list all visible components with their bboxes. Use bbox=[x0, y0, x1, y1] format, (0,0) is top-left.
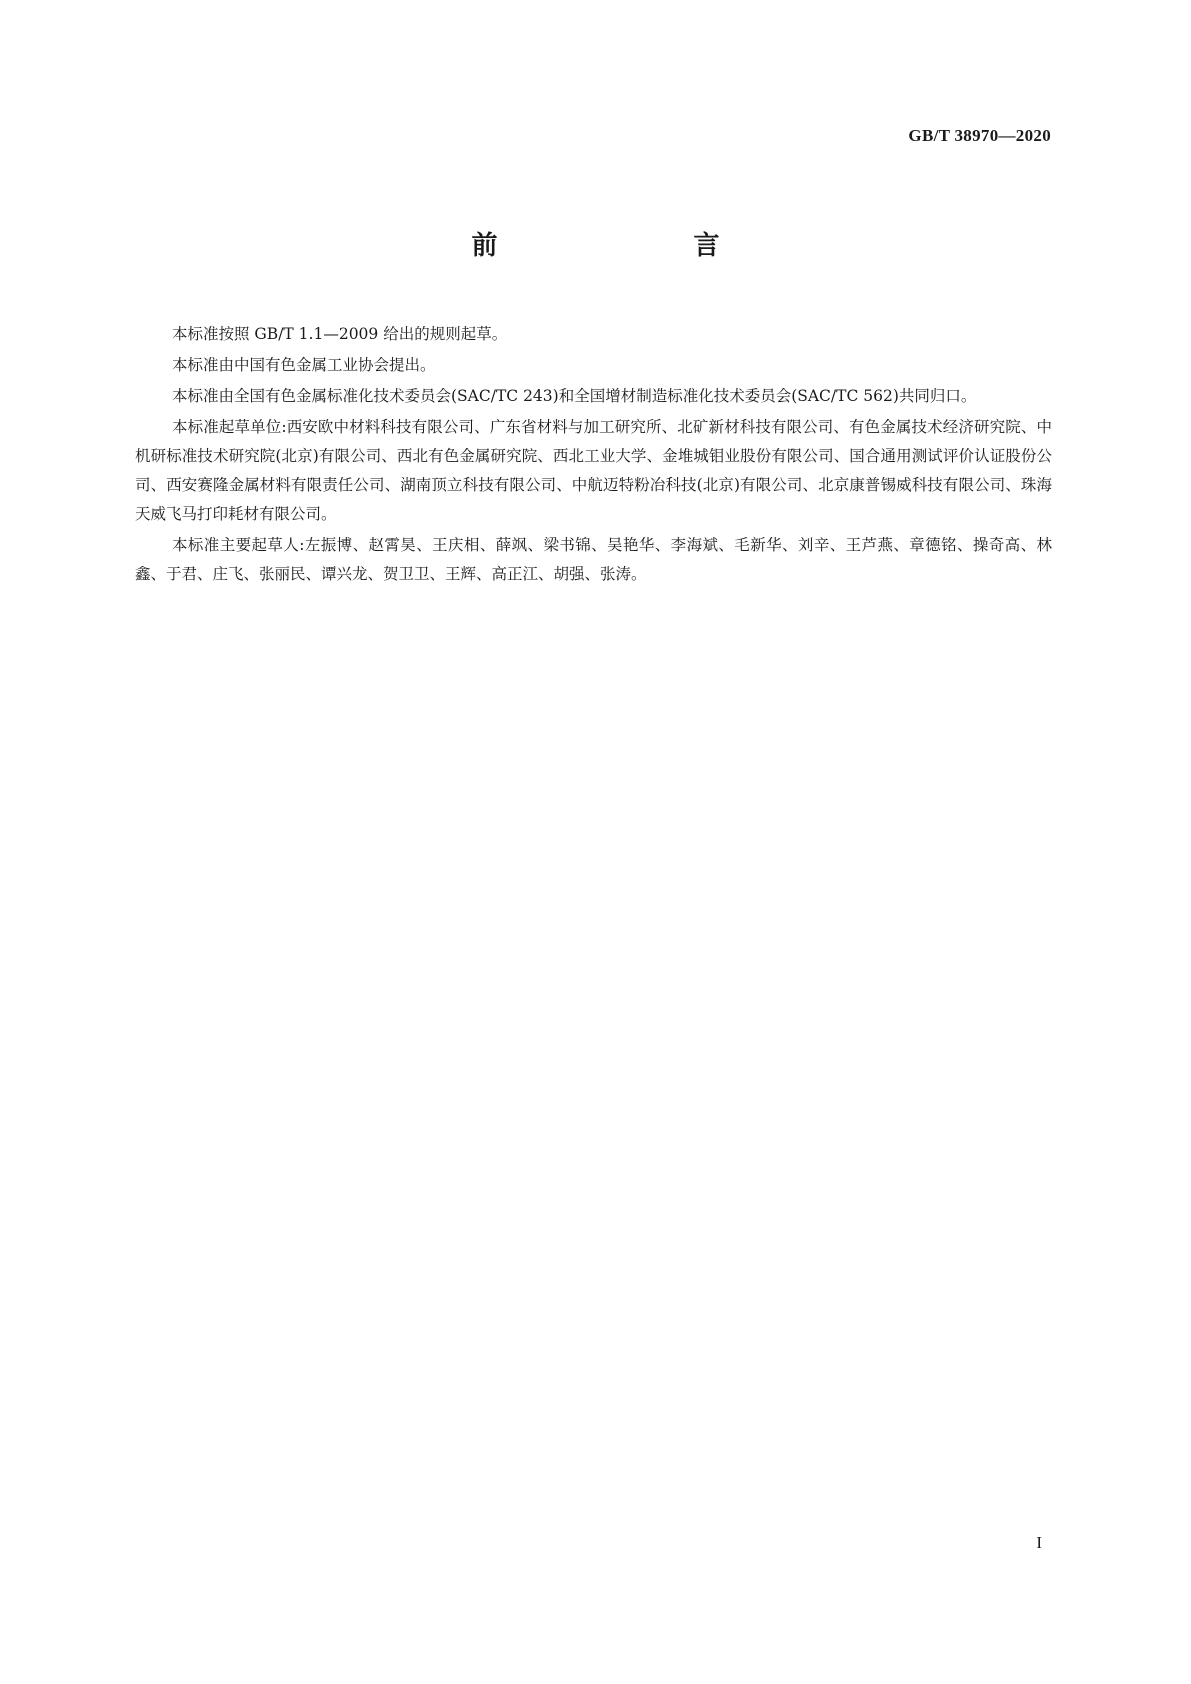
page-number: I bbox=[1036, 1533, 1042, 1552]
paragraph-main-drafters: 本标准主要起草人:左振博、赵霄昊、王庆相、薛飒、梁书锦、吴艳华、李海斌、毛新华、刘辛、王芦燕、章德铭、操奇高、林鑫、于君、庄飞、张丽民、谭兴龙、贺卫卫、王辉、高正江、胡强、张涛。 bbox=[135, 536, 1052, 583]
standard-code: GB/T 38970—2020 bbox=[908, 126, 1051, 145]
foreword-body bbox=[135, 320, 1052, 591]
page-title: 前 言 bbox=[471, 231, 768, 261]
paragraph-drafting-rules: 本标准按照 GB/T 1.1—2009 给出的规则起草。 bbox=[172, 325, 508, 343]
paragraph-proposer: 本标准由中国有色金属工业协会提出。 bbox=[172, 356, 436, 374]
paragraph-drafting-units: 本标准起草单位:西安欧中材料科技有限公司、广东省材料与加工研究所、北矿新材科技有限公司、有色金属技术经济研究院、中机研标准技术研究院(北京)有限公司、西北有色金属研究院、西北工业大学、金堆城钼业股份有限公司、国合通用测试评价认证股份公司、西安赛隆金属材料有限责任公司、湖南顶立科技有限公司、中航迈特粉冶科技(北京)有限公司、北京康普锡威科技有限公司、珠海天威飞马打印耗材有限公司。 bbox=[135, 418, 1052, 523]
paragraph-centralized-by: 本标准由全国有色金属标准化技术委员会(SAC/TC 243)和全国增材制造标准化技术委员会(SAC/TC 562)共同归口。 bbox=[172, 387, 977, 405]
